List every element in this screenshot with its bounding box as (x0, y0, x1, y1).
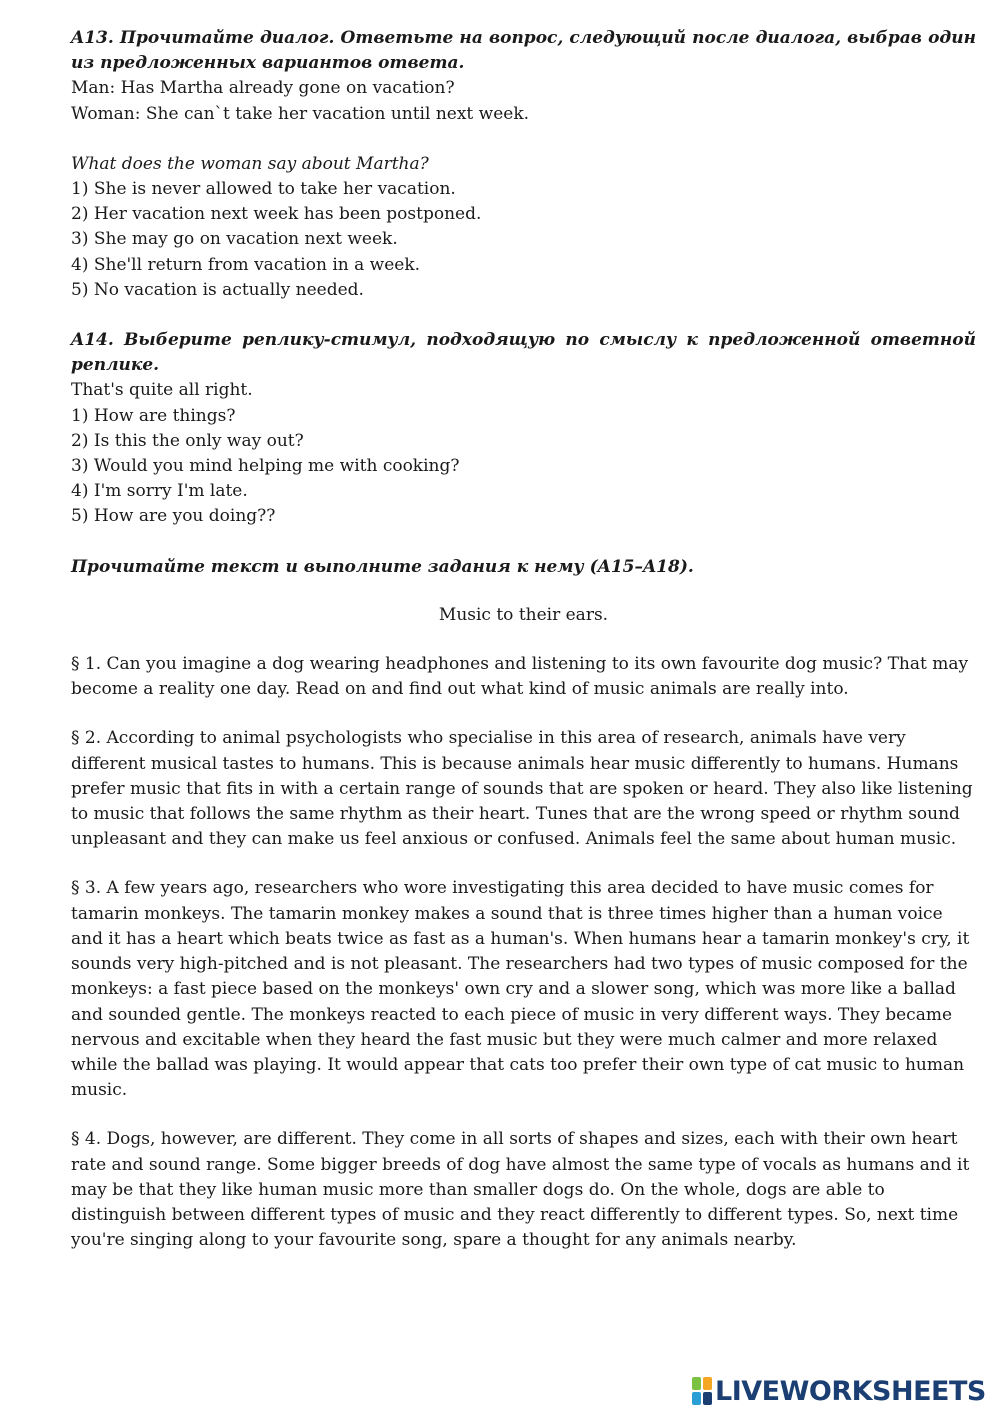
a14-reply: That's quite all right. (71, 380, 253, 401)
a13-question: What does the woman say about Martha? (71, 153, 429, 174)
a14-option-1: 1) How are things? (71, 405, 236, 426)
logo-square-2 (703, 1377, 712, 1390)
spacer (71, 852, 976, 876)
a13-option-1: 1) She is never allowed to take her vacation. (71, 179, 456, 200)
worksheet-page (71, 26, 976, 1253)
spacer (71, 530, 976, 555)
a14-option-5: 5) How are you doing?? (71, 506, 276, 527)
reading-paragraph-3: § 3. A few years ago, researchers who wore investigating this area decided to have music comes for tamarin monkeys. The tamarin monkey makes a sound that is three times higher than a human voice and it has a heart which beats twice as fast as a human's. When humans hear a tamarin monkey's cry, it sounds very high-pitched and is not pleasant. The researchers had two types of music composed for the monkeys: a fast piece based on the monkeys' own cry and a slower song, which was more like a ballad and sounded gentle. The monkeys reacted to each piece of music in very different ways. They became nervous and excitable when they heard the fast music but they were much calmer and more relaxed while the ballad was playing. It would appear that cats too prefer their own type of cat music to human music. (71, 878, 970, 1101)
a13-option-4: 4) She'll return from vacation in a week. (71, 254, 421, 275)
a13-option-3: 3) She may go on vacation next week. (71, 229, 398, 250)
liveworksheets-logo[interactable] (692, 1374, 986, 1408)
logo-square-3 (692, 1392, 701, 1405)
logo-square-4 (703, 1392, 712, 1405)
a14-option-2: 2) Is this the only way out? (71, 430, 304, 451)
a14-option-3: 3) Would you mind helping me with cooking? (71, 456, 460, 477)
reading-paragraph-4: § 4. Dogs, however, are different. They come in all sorts of shapes and sizes, each with their own heart rate and sound range. Some bigger breeds of dog have almost the same type of vocals as humans and it may be that they like human music more than smaller dogs do. On the whole, dogs are able to distinguish between different types of music and they react differently to different types. So, next time you're singing along to your favourite song, spare a thought for any animals nearby. (71, 1129, 970, 1251)
a14-option-4: 4) I'm sorry I'm late. (71, 481, 248, 502)
spacer (71, 702, 976, 726)
spacer (71, 127, 976, 152)
spacer (71, 580, 976, 603)
dialog-line-woman: Woman: She can`t take her vacation until next week. (71, 103, 530, 124)
a13-option-2: 2) Her vacation next week has been postponed. (71, 204, 482, 225)
a13-instruction: A13. Прочитайте диалог. Ответьте на вопрос, следующий после диалога, выбрав один из предложенных вариантов ответа. (71, 28, 976, 74)
reading-instruction: Прочитайте текст и выполните задания к нему (A15–A18). (71, 556, 694, 577)
a13-option-5: 5) No vacation is actually needed. (71, 279, 364, 300)
logo-text: LIVEWORKSHEETS (715, 1375, 986, 1407)
liveworksheets-logo-icon (692, 1377, 712, 1405)
a14-instruction: A14. Выберите реплику-стимул, подходящую по смыслу к предложенной ответной реплике. (71, 330, 976, 376)
logo-square-1 (692, 1377, 701, 1390)
spacer (71, 303, 976, 328)
dialog-line-man: Man: Has Martha already gone on vacation? (71, 78, 455, 99)
reading-paragraph-2: § 2. According to animal psychologists who specialise in this area of research, animals have very different musical tastes to humans. This is because animals hear music differently to humans. Humans prefer music that fits in with a certain range of sounds that are spoken or heard. They also like listening to music that follows the same rhythm as their heart. Tunes that are the wrong speed or rhythm sound unpleasant and they can make us feel anxious or confused. Animals feel the same about human music. (71, 728, 973, 850)
spacer (71, 1103, 976, 1127)
reading-title: Music to their ears. (438, 604, 609, 625)
reading-paragraph-1: § 1. Can you imagine a dog wearing headphones and listening to its own favourite dog music? That may become a reality one day. Read on and find out what kind of music animals are really into. (71, 654, 969, 700)
spacer (71, 628, 976, 652)
